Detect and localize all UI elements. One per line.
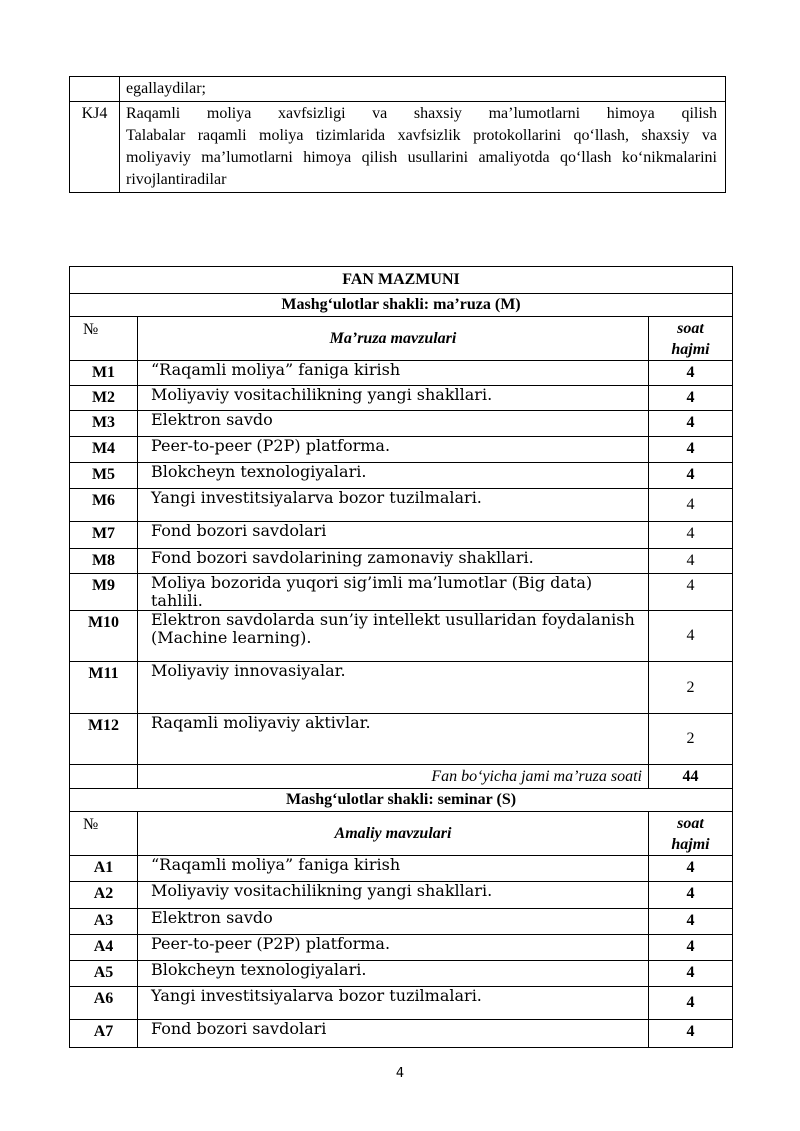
row-hours: 4	[649, 522, 733, 549]
row-hours: 4	[649, 411, 733, 437]
page-number: 4	[395, 1066, 405, 1081]
row-hours: 4	[649, 361, 733, 386]
row-code: A6	[70, 987, 138, 1020]
row-topic: Fond bozori savdolarining zamonaviy shakllari.	[138, 549, 649, 574]
row-code: M3	[70, 411, 138, 437]
total-empty-cell	[70, 765, 138, 789]
table-row	[70, 961, 733, 987]
table-row	[70, 935, 733, 961]
row-hours: 4	[649, 909, 733, 935]
kj-text	[120, 77, 726, 102]
table-row	[70, 987, 733, 1020]
column-header-hours-line: hajmi	[671, 341, 710, 358]
table-row	[70, 856, 733, 882]
table-row	[70, 361, 733, 386]
row-topic: Yangi investitsiyalarva bozor tuzilmalari.	[138, 489, 649, 522]
row-topic: Fond bozori savdolari	[138, 522, 649, 549]
kj-table	[69, 76, 726, 193]
row-hours: 4	[649, 549, 733, 574]
row-topic: Raqamli moliyaviy aktivlar.	[138, 714, 649, 765]
lecture-rows	[70, 361, 733, 765]
table-row	[70, 489, 733, 522]
row-topic: Peer-to-peer (P2P) platforma.	[138, 437, 649, 463]
table-row	[70, 549, 733, 574]
row-hours: 4	[649, 437, 733, 463]
kj-row	[70, 102, 726, 193]
table-row	[70, 611, 733, 662]
table-row	[70, 909, 733, 935]
row-topic: Elektron savdo	[138, 909, 649, 935]
row-code: M5	[70, 463, 138, 489]
row-topic: Elektron savdo	[138, 411, 649, 437]
row-topic: Moliyaviy vositachilikning yangi shakllari.	[138, 386, 649, 411]
row-code: M11	[70, 662, 138, 714]
row-topic: “Raqamli moliya” faniga kirish	[138, 856, 649, 882]
table-row	[70, 463, 733, 489]
row-hours: 4	[649, 935, 733, 961]
lecture-total-label: Fan bo‘yicha jami ma’ruza soati	[138, 765, 649, 789]
column-header-topic: Ma’ruza mavzulari	[138, 317, 649, 361]
row-topic: Fond bozori savdolari	[138, 1020, 649, 1048]
row-hours: 4	[649, 574, 733, 611]
row-hours: 4	[649, 611, 733, 662]
row-code: M10	[70, 611, 138, 662]
row-code: A3	[70, 909, 138, 935]
row-hours: 4	[649, 882, 733, 909]
row-topic: Yangi investitsiyalarva bozor tuzilmalari.	[138, 987, 649, 1020]
column-header-hours	[649, 812, 733, 856]
kj-code: KJ4	[70, 102, 120, 193]
row-topic: “Raqamli moliya” faniga kirish	[138, 361, 649, 386]
seminar-rows	[70, 856, 733, 1048]
lecture-total-value: 44	[649, 765, 733, 789]
column-header-number: №	[70, 317, 138, 361]
column-header-hours	[649, 317, 733, 361]
table-row	[70, 437, 733, 463]
row-code: A4	[70, 935, 138, 961]
column-header-number: №	[70, 812, 138, 856]
kj-row	[70, 77, 726, 102]
row-hours: 4	[649, 961, 733, 987]
row-code: M9	[70, 574, 138, 611]
kj-text-line: Talabalar raqamli moliya tizimlarida xavfsizlik protokollarini qo‘llash, shaxsiy va moliyaviy ma’lumotlarni himoya qilish usullarini amaliyotda qo‘llash ko‘nikmalarini rivojlantiradilar	[126, 127, 717, 188]
row-code: M2	[70, 386, 138, 411]
row-hours: 2	[649, 662, 733, 714]
kj-text	[120, 102, 726, 193]
seminar-section-title: Mashg‘ulotlar shakli: seminar (S)	[70, 789, 733, 812]
row-code: A5	[70, 961, 138, 987]
row-hours: 4	[649, 1020, 733, 1048]
table-row	[70, 662, 733, 714]
row-topic: Moliyaviy vositachilikning yangi shakllari.	[138, 882, 649, 909]
row-topic: Peer-to-peer (P2P) platforma.	[138, 935, 649, 961]
row-hours: 4	[649, 463, 733, 489]
table-row	[70, 714, 733, 765]
table-row	[70, 522, 733, 549]
table-row	[70, 411, 733, 437]
kj-text-line: Raqamli moliya xavfsizligi va shaxsiy ma’lumotlarni himoya qilish	[126, 105, 717, 122]
column-header-hours-line: soat	[677, 815, 704, 832]
table-row	[70, 1020, 733, 1048]
row-hours: 4	[649, 489, 733, 522]
row-code: M7	[70, 522, 138, 549]
column-header-hours-line: soat	[677, 320, 704, 337]
row-hours: 2	[649, 714, 733, 765]
lecture-section-title: Mashg‘ulotlar shakli: ma’ruza (M)	[70, 294, 733, 317]
table-row	[70, 882, 733, 909]
fan-mazmuni-table	[69, 266, 733, 1048]
row-code: A1	[70, 856, 138, 882]
row-topic: Blokcheyn texnologiyalari.	[138, 961, 649, 987]
row-code: M6	[70, 489, 138, 522]
row-topic: Blokcheyn texnologiyalari.	[138, 463, 649, 489]
table-title: FAN MAZMUNI	[70, 267, 733, 294]
row-hours: 4	[649, 386, 733, 411]
kj-code	[70, 77, 120, 102]
row-code: M12	[70, 714, 138, 765]
table-row	[70, 386, 733, 411]
row-topic: Moliya bozorida yuqori sig’imli ma’lumotlar (Big data) tahlili.	[138, 574, 649, 611]
row-code: A7	[70, 1020, 138, 1048]
column-header-hours-line: hajmi	[671, 836, 710, 853]
row-hours: 4	[649, 987, 733, 1020]
row-topic: Elektron savdolarda sun’iy intellekt usullaridan foydalanish (Machine learning).	[138, 611, 649, 662]
column-header-topic: Amaliy mavzulari	[138, 812, 649, 856]
row-code: A2	[70, 882, 138, 909]
table-row	[70, 574, 733, 611]
row-hours: 4	[649, 856, 733, 882]
kj-text-line: egallaydilar;	[126, 80, 206, 97]
row-code: M8	[70, 549, 138, 574]
row-topic: Moliyaviy innovasiyalar.	[138, 662, 649, 714]
row-code: M4	[70, 437, 138, 463]
row-code: M1	[70, 361, 138, 386]
